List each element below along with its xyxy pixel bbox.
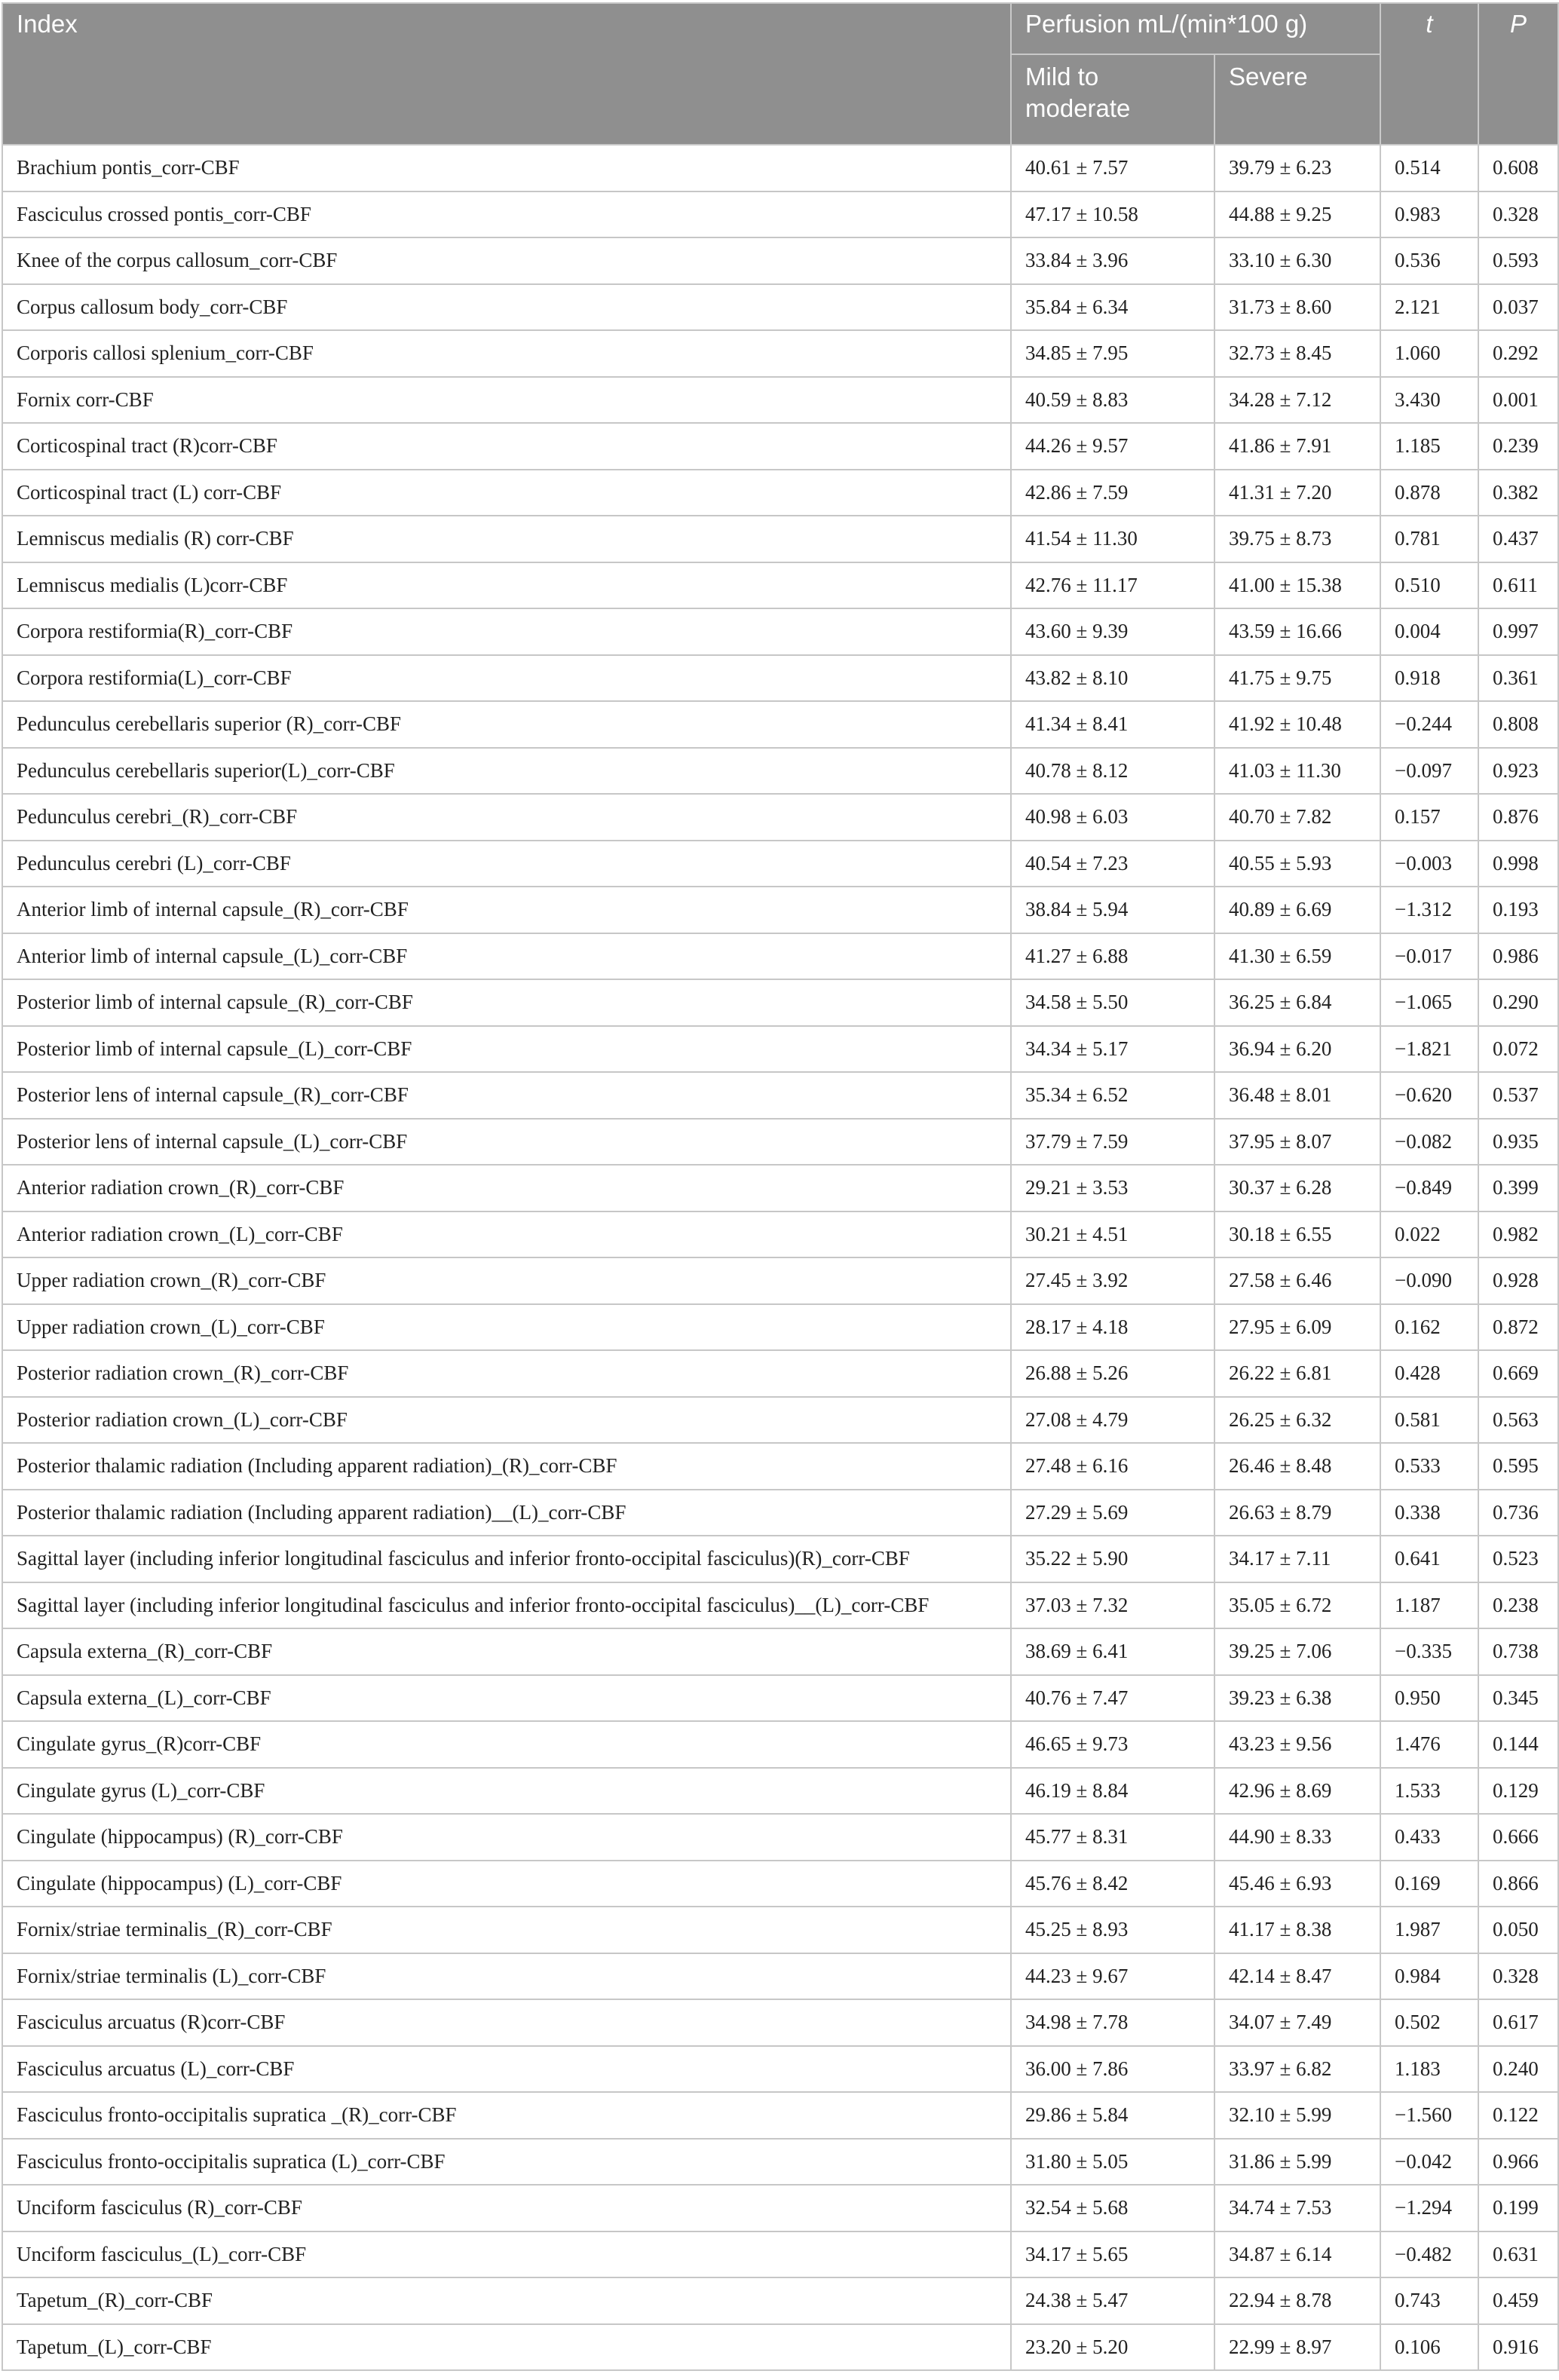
cell-t: 0.162 — [1380, 1304, 1478, 1351]
cell-severe: 26.63 ± 8.79 — [1214, 1490, 1380, 1536]
cell-p: 0.631 — [1478, 2231, 1558, 2278]
cell-mild-to-moderate: 37.03 ± 7.32 — [1011, 1582, 1214, 1629]
cell-mild-to-moderate: 28.17 ± 4.18 — [1011, 1304, 1214, 1351]
cell-t: 1.185 — [1380, 423, 1478, 470]
table-row — [2, 979, 1558, 1026]
cell-p: 0.050 — [1478, 1907, 1558, 1953]
cell-index: Capsula externa_(R)_corr-CBF — [2, 1628, 1011, 1675]
perfusion-table — [2, 2, 1559, 2371]
cell-p: 0.001 — [1478, 377, 1558, 424]
cell-mild-to-moderate: 42.86 ± 7.59 — [1011, 470, 1214, 516]
cell-severe: 34.87 ± 6.14 — [1214, 2231, 1380, 2278]
cell-p: 0.808 — [1478, 701, 1558, 748]
table-row — [2, 1165, 1558, 1211]
cell-p: 0.876 — [1478, 794, 1558, 841]
cell-severe: 40.55 ± 5.93 — [1214, 841, 1380, 887]
cell-t: 0.533 — [1380, 1443, 1478, 1490]
cell-severe: 39.23 ± 6.38 — [1214, 1675, 1380, 1722]
cell-p: 0.666 — [1478, 1814, 1558, 1861]
table-row — [2, 2185, 1558, 2231]
cell-index: Unciform fasciculus_(L)_corr-CBF — [2, 2231, 1011, 2278]
cell-t: 0.983 — [1380, 191, 1478, 238]
cell-mild-to-moderate: 33.84 ± 3.96 — [1011, 237, 1214, 284]
table-row — [2, 701, 1558, 748]
cell-index: Corpora restiformia(L)_corr-CBF — [2, 655, 1011, 702]
cell-mild-to-moderate: 29.86 ± 5.84 — [1011, 2092, 1214, 2139]
table-row — [2, 2139, 1558, 2185]
table-row — [2, 1536, 1558, 1582]
cell-t: 0.433 — [1380, 1814, 1478, 1861]
cell-p: 0.361 — [1478, 655, 1558, 702]
cell-t: −0.849 — [1380, 1165, 1478, 1211]
cell-t: −0.017 — [1380, 933, 1478, 980]
table-row — [2, 1675, 1558, 1722]
cell-mild-to-moderate: 34.85 ± 7.95 — [1011, 330, 1214, 377]
cell-p: 0.122 — [1478, 2092, 1558, 2139]
cell-p: 0.144 — [1478, 1721, 1558, 1768]
cell-severe: 22.94 ± 8.78 — [1214, 2277, 1380, 2324]
cell-p: 0.459 — [1478, 2277, 1558, 2324]
cell-p: 0.345 — [1478, 1675, 1558, 1722]
header-p: P — [1478, 3, 1558, 145]
table-row — [2, 516, 1558, 562]
cell-index: Fasciculus arcuatus (R)corr-CBF — [2, 1999, 1011, 2046]
cell-severe: 26.46 ± 8.48 — [1214, 1443, 1380, 1490]
table-row — [2, 841, 1558, 887]
header-perfusion-group: Perfusion mL/(min*100 g) — [1011, 3, 1380, 54]
cell-mild-to-moderate: 38.84 ± 5.94 — [1011, 887, 1214, 933]
cell-index: Capsula externa_(L)_corr-CBF — [2, 1675, 1011, 1722]
cell-t: 0.743 — [1380, 2277, 1478, 2324]
cell-severe: 39.79 ± 6.23 — [1214, 145, 1380, 191]
cell-severe: 41.31 ± 7.20 — [1214, 470, 1380, 516]
cell-mild-to-moderate: 45.77 ± 8.31 — [1011, 1814, 1214, 1861]
header-index: Index — [2, 3, 1011, 145]
table-row — [2, 1211, 1558, 1258]
cell-t: 0.502 — [1380, 1999, 1478, 2046]
cell-p: 0.669 — [1478, 1350, 1558, 1397]
cell-p: 0.399 — [1478, 1165, 1558, 1211]
cell-severe: 36.94 ± 6.20 — [1214, 1026, 1380, 1073]
cell-mild-to-moderate: 41.34 ± 8.41 — [1011, 701, 1214, 748]
cell-mild-to-moderate: 27.29 ± 5.69 — [1011, 1490, 1214, 1536]
cell-index: Fornix/striae terminalis (L)_corr-CBF — [2, 1953, 1011, 2000]
cell-t: −0.090 — [1380, 1257, 1478, 1304]
cell-severe: 34.28 ± 7.12 — [1214, 377, 1380, 424]
table-row — [2, 1768, 1558, 1815]
cell-index: Pedunculus cerebri_(R)_corr-CBF — [2, 794, 1011, 841]
cell-t: 3.430 — [1380, 377, 1478, 424]
cell-severe: 32.73 ± 8.45 — [1214, 330, 1380, 377]
cell-p: 0.986 — [1478, 933, 1558, 980]
cell-severe: 27.58 ± 6.46 — [1214, 1257, 1380, 1304]
cell-mild-to-moderate: 34.17 ± 5.65 — [1011, 2231, 1214, 2278]
cell-index: Upper radiation crown_(L)_corr-CBF — [2, 1304, 1011, 1351]
table-row — [2, 237, 1558, 284]
cell-p: 0.928 — [1478, 1257, 1558, 1304]
cell-p: 0.563 — [1478, 1397, 1558, 1444]
cell-t: −0.482 — [1380, 2231, 1478, 2278]
cell-t: 0.641 — [1380, 1536, 1478, 1582]
cell-mild-to-moderate: 42.76 ± 11.17 — [1011, 562, 1214, 609]
cell-severe: 40.70 ± 7.82 — [1214, 794, 1380, 841]
cell-p: 0.328 — [1478, 191, 1558, 238]
cell-index: Corpora restiformia(R)_corr-CBF — [2, 608, 1011, 655]
cell-t: 0.022 — [1380, 1211, 1478, 1258]
cell-mild-to-moderate: 47.17 ± 10.58 — [1011, 191, 1214, 238]
cell-severe: 41.03 ± 11.30 — [1214, 748, 1380, 795]
cell-mild-to-moderate: 41.54 ± 11.30 — [1011, 516, 1214, 562]
cell-t: 0.338 — [1380, 1490, 1478, 1536]
cell-t: 1.533 — [1380, 1768, 1478, 1815]
cell-severe: 40.89 ± 6.69 — [1214, 887, 1380, 933]
cell-severe: 26.25 ± 6.32 — [1214, 1397, 1380, 1444]
cell-severe: 44.88 ± 9.25 — [1214, 191, 1380, 238]
table-row — [2, 470, 1558, 516]
cell-index: Fasciculus arcuatus (L)_corr-CBF — [2, 2046, 1011, 2093]
cell-mild-to-moderate: 44.26 ± 9.57 — [1011, 423, 1214, 470]
table-row — [2, 1814, 1558, 1861]
cell-index: Posterior radiation crown_(L)_corr-CBF — [2, 1397, 1011, 1444]
cell-p: 0.382 — [1478, 470, 1558, 516]
cell-t: 0.918 — [1380, 655, 1478, 702]
table-row — [2, 1397, 1558, 1444]
cell-mild-to-moderate: 32.54 ± 5.68 — [1011, 2185, 1214, 2231]
cell-p: 0.523 — [1478, 1536, 1558, 1582]
cell-t: 0.428 — [1380, 1350, 1478, 1397]
cell-severe: 41.00 ± 15.38 — [1214, 562, 1380, 609]
cell-index: Sagittal layer (including inferior longitudinal fasciculus and inferior fronto-occipital fasciculus)(R)_corr-CBF — [2, 1536, 1011, 1582]
cell-p: 0.437 — [1478, 516, 1558, 562]
cell-severe: 39.75 ± 8.73 — [1214, 516, 1380, 562]
cell-mild-to-moderate: 27.45 ± 3.92 — [1011, 1257, 1214, 1304]
table-row — [2, 1072, 1558, 1119]
cell-severe: 34.17 ± 7.11 — [1214, 1536, 1380, 1582]
cell-p: 0.593 — [1478, 237, 1558, 284]
cell-p: 0.736 — [1478, 1490, 1558, 1536]
cell-severe: 35.05 ± 6.72 — [1214, 1582, 1380, 1629]
cell-p: 0.240 — [1478, 2046, 1558, 2093]
cell-p: 0.595 — [1478, 1443, 1558, 1490]
cell-mild-to-moderate: 35.84 ± 6.34 — [1011, 284, 1214, 331]
table-row — [2, 933, 1558, 980]
cell-index: Lemniscus medialis (L)corr-CBF — [2, 562, 1011, 609]
cell-mild-to-moderate: 44.23 ± 9.67 — [1011, 1953, 1214, 2000]
table-row — [2, 1953, 1558, 2000]
cell-index: Corpus callosum body_corr-CBF — [2, 284, 1011, 331]
cell-index: Pedunculus cerebellaris superior (R)_corr-CBF — [2, 701, 1011, 748]
cell-index: Pedunculus cerebellaris superior(L)_corr-CBF — [2, 748, 1011, 795]
table-row — [2, 423, 1558, 470]
cell-mild-to-moderate: 46.65 ± 9.73 — [1011, 1721, 1214, 1768]
cell-t: −1.560 — [1380, 2092, 1478, 2139]
cell-p: 0.239 — [1478, 423, 1558, 470]
cell-mild-to-moderate: 27.08 ± 4.79 — [1011, 1397, 1214, 1444]
cell-index: Tapetum_(L)_corr-CBF — [2, 2324, 1011, 2371]
cell-p: 0.037 — [1478, 284, 1558, 331]
cell-mild-to-moderate: 29.21 ± 3.53 — [1011, 1165, 1214, 1211]
cell-severe: 34.07 ± 7.49 — [1214, 1999, 1380, 2046]
table-row — [2, 330, 1558, 377]
cell-index: Cingulate gyrus (L)_corr-CBF — [2, 1768, 1011, 1815]
cell-index: Upper radiation crown_(R)_corr-CBF — [2, 1257, 1011, 1304]
cell-mild-to-moderate: 41.27 ± 6.88 — [1011, 933, 1214, 980]
cell-severe: 41.92 ± 10.48 — [1214, 701, 1380, 748]
cell-mild-to-moderate: 40.76 ± 7.47 — [1011, 1675, 1214, 1722]
cell-t: 1.987 — [1380, 1907, 1478, 1953]
table-row — [2, 655, 1558, 702]
cell-p: 0.238 — [1478, 1582, 1558, 1629]
table-row — [2, 1628, 1558, 1675]
table-row — [2, 794, 1558, 841]
cell-t: 1.476 — [1380, 1721, 1478, 1768]
cell-index: Fasciculus crossed pontis_corr-CBF — [2, 191, 1011, 238]
cell-index: Posterior thalamic radiation (Including apparent radiation)_(R)_corr-CBF — [2, 1443, 1011, 1490]
table-row — [2, 608, 1558, 655]
cell-t: −0.097 — [1380, 748, 1478, 795]
cell-index: Cingulate (hippocampus) (L)_corr-CBF — [2, 1861, 1011, 1907]
cell-t: −0.620 — [1380, 1072, 1478, 1119]
cell-t: −0.082 — [1380, 1119, 1478, 1165]
cell-index: Posterior lens of internal capsule_(L)_corr-CBF — [2, 1119, 1011, 1165]
cell-p: 0.328 — [1478, 1953, 1558, 2000]
cell-index: Posterior limb of internal capsule_(L)_corr-CBF — [2, 1026, 1011, 1073]
cell-severe: 39.25 ± 7.06 — [1214, 1628, 1380, 1675]
cell-mild-to-moderate: 38.69 ± 6.41 — [1011, 1628, 1214, 1675]
table-row — [2, 2092, 1558, 2139]
cell-mild-to-moderate: 40.78 ± 8.12 — [1011, 748, 1214, 795]
cell-index: Corticospinal tract (L) corr-CBF — [2, 470, 1011, 516]
cell-p: 0.129 — [1478, 1768, 1558, 1815]
table-row — [2, 1907, 1558, 1953]
cell-severe: 22.99 ± 8.97 — [1214, 2324, 1380, 2371]
table-row — [2, 284, 1558, 331]
cell-t: −0.042 — [1380, 2139, 1478, 2185]
cell-index: Posterior thalamic radiation (Including apparent radiation)__(L)_corr-CBF — [2, 1490, 1011, 1536]
cell-t: 0.510 — [1380, 562, 1478, 609]
cell-t: 0.878 — [1380, 470, 1478, 516]
table-row — [2, 2231, 1558, 2278]
cell-t: 0.514 — [1380, 145, 1478, 191]
table-row — [2, 1119, 1558, 1165]
cell-p: 0.923 — [1478, 748, 1558, 795]
table-container — [2, 2, 1557, 2371]
cell-mild-to-moderate: 34.34 ± 5.17 — [1011, 1026, 1214, 1073]
cell-p: 0.738 — [1478, 1628, 1558, 1675]
cell-severe: 42.96 ± 8.69 — [1214, 1768, 1380, 1815]
table-body — [2, 145, 1558, 2370]
table-row — [2, 1443, 1558, 1490]
cell-index: Sagittal layer (including inferior longitudinal fasciculus and inferior fronto-occipital fasciculus)__(L)_corr-CBF — [2, 1582, 1011, 1629]
cell-mild-to-moderate: 23.20 ± 5.20 — [1011, 2324, 1214, 2371]
cell-severe: 43.59 ± 16.66 — [1214, 608, 1380, 655]
cell-severe: 34.74 ± 7.53 — [1214, 2185, 1380, 2231]
header-t: t — [1380, 3, 1478, 145]
cell-p: 0.290 — [1478, 979, 1558, 1026]
table-row — [2, 1026, 1558, 1073]
cell-t: 0.004 — [1380, 608, 1478, 655]
cell-mild-to-moderate: 26.88 ± 5.26 — [1011, 1350, 1214, 1397]
cell-mild-to-moderate: 31.80 ± 5.05 — [1011, 2139, 1214, 2185]
cell-t: 2.121 — [1380, 284, 1478, 331]
cell-p: 0.617 — [1478, 1999, 1558, 2046]
cell-index: Anterior radiation crown_(L)_corr-CBF — [2, 1211, 1011, 1258]
cell-t: −1.294 — [1380, 2185, 1478, 2231]
cell-t: −1.821 — [1380, 1026, 1478, 1073]
cell-p: 0.292 — [1478, 330, 1558, 377]
cell-t: 1.060 — [1380, 330, 1478, 377]
table-row — [2, 1721, 1558, 1768]
cell-mild-to-moderate: 46.19 ± 8.84 — [1011, 1768, 1214, 1815]
table-row — [2, 1304, 1558, 1351]
cell-p: 0.611 — [1478, 562, 1558, 609]
cell-p: 0.997 — [1478, 608, 1558, 655]
cell-severe: 42.14 ± 8.47 — [1214, 1953, 1380, 2000]
cell-index: Posterior radiation crown_(R)_corr-CBF — [2, 1350, 1011, 1397]
cell-index: Posterior limb of internal capsule_(R)_corr-CBF — [2, 979, 1011, 1026]
cell-mild-to-moderate: 34.58 ± 5.50 — [1011, 979, 1214, 1026]
cell-p: 0.866 — [1478, 1861, 1558, 1907]
table-header — [2, 3, 1558, 145]
cell-severe: 33.10 ± 6.30 — [1214, 237, 1380, 284]
cell-mild-to-moderate: 35.22 ± 5.90 — [1011, 1536, 1214, 1582]
cell-index: Tapetum_(R)_corr-CBF — [2, 2277, 1011, 2324]
cell-t: 0.950 — [1380, 1675, 1478, 1722]
cell-index: Unciform fasciculus (R)_corr-CBF — [2, 2185, 1011, 2231]
cell-index: Posterior lens of internal capsule_(R)_corr-CBF — [2, 1072, 1011, 1119]
cell-index: Fasciculus fronto-occipitalis supratica (L)_corr-CBF — [2, 2139, 1011, 2185]
cell-severe: 37.95 ± 8.07 — [1214, 1119, 1380, 1165]
cell-index: Pedunculus cerebri (L)_corr-CBF — [2, 841, 1011, 887]
cell-index: Fasciculus fronto-occipitalis supratica _(R)_corr-CBF — [2, 2092, 1011, 2139]
table-row — [2, 145, 1558, 191]
cell-index: Anterior limb of internal capsule_(L)_corr-CBF — [2, 933, 1011, 980]
cell-severe: 31.86 ± 5.99 — [1214, 2139, 1380, 2185]
cell-p: 0.872 — [1478, 1304, 1558, 1351]
cell-severe: 41.86 ± 7.91 — [1214, 423, 1380, 470]
cell-p: 0.966 — [1478, 2139, 1558, 2185]
cell-mild-to-moderate: 34.98 ± 7.78 — [1011, 1999, 1214, 2046]
cell-index: Fornix/striae terminalis_(R)_corr-CBF — [2, 1907, 1011, 1953]
cell-mild-to-moderate: 40.59 ± 8.83 — [1011, 377, 1214, 424]
cell-t: 0.536 — [1380, 237, 1478, 284]
cell-mild-to-moderate: 45.25 ± 8.93 — [1011, 1907, 1214, 1953]
cell-severe: 44.90 ± 8.33 — [1214, 1814, 1380, 1861]
cell-index: Knee of the corpus callosum_corr-CBF — [2, 237, 1011, 284]
cell-p: 0.537 — [1478, 1072, 1558, 1119]
cell-index: Cingulate gyrus_(R)corr-CBF — [2, 1721, 1011, 1768]
cell-p: 0.193 — [1478, 887, 1558, 933]
cell-mild-to-moderate: 30.21 ± 4.51 — [1011, 1211, 1214, 1258]
cell-index: Brachium pontis_corr-CBF — [2, 145, 1011, 191]
table-row — [2, 2046, 1558, 2093]
cell-severe: 30.18 ± 6.55 — [1214, 1211, 1380, 1258]
cell-t: −0.244 — [1380, 701, 1478, 748]
cell-severe: 27.95 ± 6.09 — [1214, 1304, 1380, 1351]
table-row — [2, 191, 1558, 238]
cell-p: 0.982 — [1478, 1211, 1558, 1258]
cell-p: 0.608 — [1478, 145, 1558, 191]
cell-t: −1.065 — [1380, 979, 1478, 1026]
table-row — [2, 1861, 1558, 1907]
cell-index: Fornix corr-CBF — [2, 377, 1011, 424]
table-row — [2, 377, 1558, 424]
table-row — [2, 1350, 1558, 1397]
cell-mild-to-moderate: 24.38 ± 5.47 — [1011, 2277, 1214, 2324]
table-row — [2, 1999, 1558, 2046]
table-row — [2, 2277, 1558, 2324]
cell-severe: 41.30 ± 6.59 — [1214, 933, 1380, 980]
cell-mild-to-moderate: 40.98 ± 6.03 — [1011, 794, 1214, 841]
cell-mild-to-moderate: 40.61 ± 7.57 — [1011, 145, 1214, 191]
cell-severe: 36.48 ± 8.01 — [1214, 1072, 1380, 1119]
cell-index: Lemniscus medialis (R) corr-CBF — [2, 516, 1011, 562]
cell-p: 0.199 — [1478, 2185, 1558, 2231]
table-row — [2, 748, 1558, 795]
table-row — [2, 2324, 1558, 2371]
table-row — [2, 1257, 1558, 1304]
cell-severe: 30.37 ± 6.28 — [1214, 1165, 1380, 1211]
cell-t: 1.183 — [1380, 2046, 1478, 2093]
cell-t: −0.335 — [1380, 1628, 1478, 1675]
cell-mild-to-moderate: 45.76 ± 8.42 — [1011, 1861, 1214, 1907]
cell-index: Corticospinal tract (R)corr-CBF — [2, 423, 1011, 470]
header-mild-to-moderate: Mild to moderate — [1011, 54, 1214, 145]
table-row — [2, 1490, 1558, 1536]
cell-t: 0.781 — [1380, 516, 1478, 562]
cell-severe: 31.73 ± 8.60 — [1214, 284, 1380, 331]
cell-mild-to-moderate: 43.60 ± 9.39 — [1011, 608, 1214, 655]
cell-mild-to-moderate: 40.54 ± 7.23 — [1011, 841, 1214, 887]
cell-t: 0.169 — [1380, 1861, 1478, 1907]
cell-mild-to-moderate: 27.48 ± 6.16 — [1011, 1443, 1214, 1490]
cell-index: Anterior limb of internal capsule_(R)_corr-CBF — [2, 887, 1011, 933]
cell-mild-to-moderate: 37.79 ± 7.59 — [1011, 1119, 1214, 1165]
cell-severe: 32.10 ± 5.99 — [1214, 2092, 1380, 2139]
cell-severe: 33.97 ± 6.82 — [1214, 2046, 1380, 2093]
header-severe: Severe — [1214, 54, 1380, 145]
cell-p: 0.072 — [1478, 1026, 1558, 1073]
cell-p: 0.916 — [1478, 2324, 1558, 2371]
cell-t: 0.157 — [1380, 794, 1478, 841]
cell-mild-to-moderate: 43.82 ± 8.10 — [1011, 655, 1214, 702]
cell-severe: 45.46 ± 6.93 — [1214, 1861, 1380, 1907]
cell-index: Corporis callosi splenium_corr-CBF — [2, 330, 1011, 377]
cell-severe: 36.25 ± 6.84 — [1214, 979, 1380, 1026]
cell-index: Cingulate (hippocampus) (R)_corr-CBF — [2, 1814, 1011, 1861]
cell-t: 0.106 — [1380, 2324, 1478, 2371]
cell-t: 0.581 — [1380, 1397, 1478, 1444]
table-row — [2, 562, 1558, 609]
cell-severe: 26.22 ± 6.81 — [1214, 1350, 1380, 1397]
cell-severe: 41.17 ± 8.38 — [1214, 1907, 1380, 1953]
cell-t: 0.984 — [1380, 1953, 1478, 2000]
cell-t: −1.312 — [1380, 887, 1478, 933]
cell-t: −0.003 — [1380, 841, 1478, 887]
cell-mild-to-moderate: 36.00 ± 7.86 — [1011, 2046, 1214, 2093]
table-row — [2, 887, 1558, 933]
cell-severe: 41.75 ± 9.75 — [1214, 655, 1380, 702]
cell-severe: 43.23 ± 9.56 — [1214, 1721, 1380, 1768]
cell-mild-to-moderate: 35.34 ± 6.52 — [1011, 1072, 1214, 1119]
cell-index: Anterior radiation crown_(R)_corr-CBF — [2, 1165, 1011, 1211]
table-row — [2, 1582, 1558, 1629]
cell-t: 1.187 — [1380, 1582, 1478, 1629]
cell-p: 0.998 — [1478, 841, 1558, 887]
cell-p: 0.935 — [1478, 1119, 1558, 1165]
